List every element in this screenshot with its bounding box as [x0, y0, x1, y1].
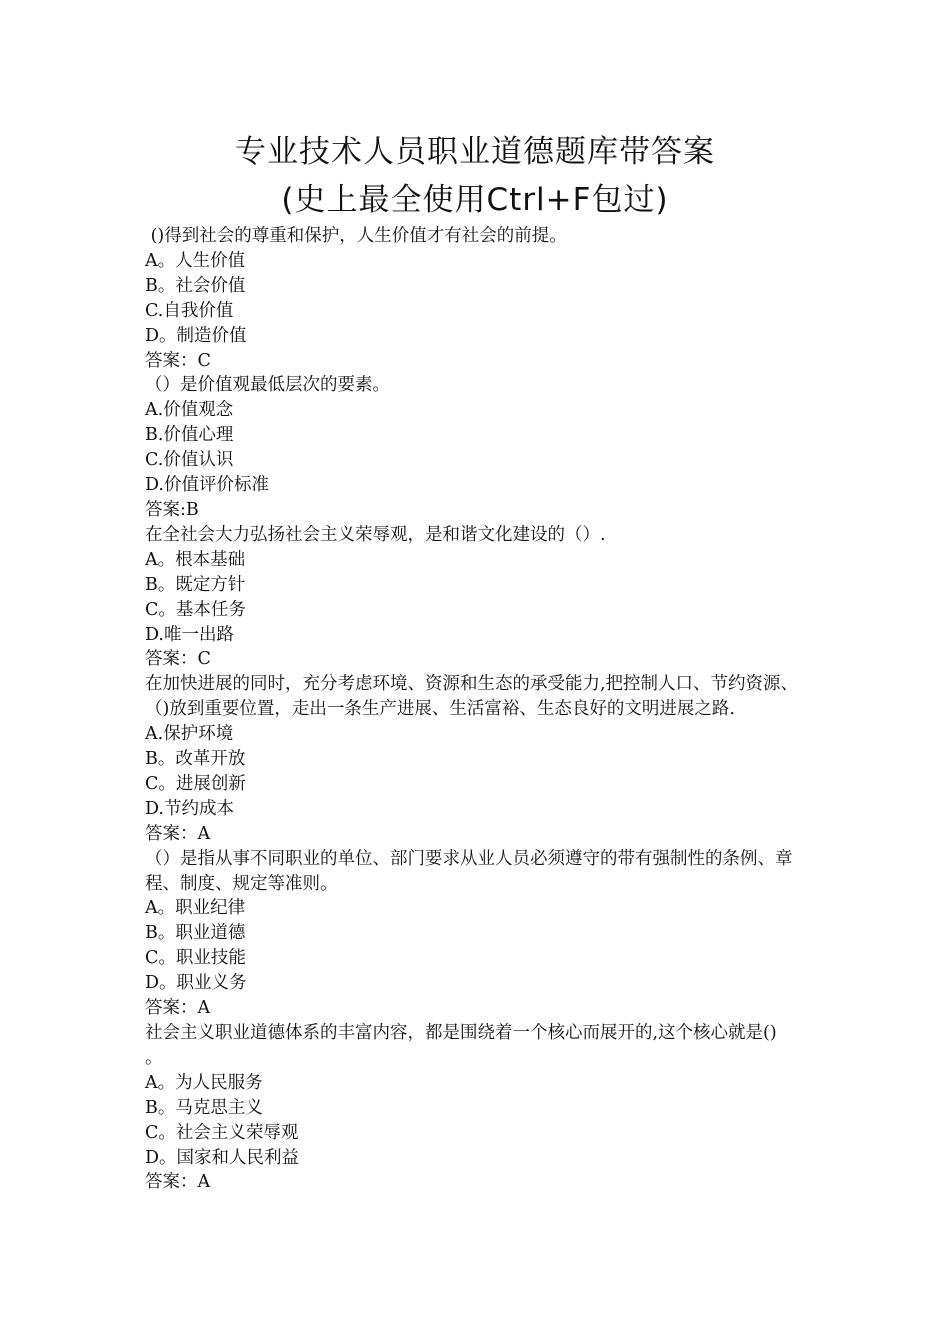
- option-d: D.唯一出路: [145, 624, 234, 645]
- option-d: D.价值评价标准: [145, 475, 269, 496]
- option-c: C.自我价值: [145, 300, 234, 321]
- question-text: 在加快进展的同时，充分考虑环境、资源和生态的承受能力,把控制人口、节约资源、（)放到重要位置，走出一条生产进展、生活富裕、生态良好的文明进展之路.: [145, 674, 799, 720]
- option-d: D。职业义务: [145, 973, 247, 994]
- option-c: C。基本任务: [145, 599, 246, 620]
- answer: 答案：C: [145, 350, 211, 371]
- option-b: B。职业道德: [145, 923, 246, 944]
- option-a: A。职业纪律: [145, 898, 246, 919]
- question-text: （）是指从事不同职业的单位、部门要求从业人员必须遵守的带有强制性的条例、章程、制度、规定等准则。: [145, 848, 793, 894]
- option-b: B。社会价值: [145, 275, 246, 296]
- option-c: C。进展创新: [145, 773, 246, 794]
- option-a: A.价值观念: [145, 400, 234, 421]
- document-title: [0, 128, 950, 224]
- answer: 答案：A: [145, 998, 211, 1019]
- option-b: B。马克思主义: [145, 1097, 263, 1118]
- option-d: D。制造价值: [145, 325, 247, 346]
- question-list: [145, 224, 810, 1195]
- answer: 答案:B: [145, 499, 199, 520]
- option-a: A。为人民服务: [145, 1072, 263, 1093]
- option-c: C。社会主义荣辱观: [145, 1122, 299, 1143]
- option-a: A.保护环境: [145, 724, 234, 745]
- title-line-1: 专业技术人员职业道德题库带答案: [235, 134, 715, 170]
- question-text: 社会主义职业道德体系的丰富内容，都是围绕着一个核心而展开的,这个核心就是() 。: [145, 1023, 795, 1068]
- question-text: ()得到社会的尊重和保护，人生价值才有社会的前提。: [145, 226, 567, 246]
- option-b: B。既定方针: [145, 574, 246, 595]
- option-b: B.价值心理: [145, 425, 234, 446]
- option-b: B。改革开放: [145, 749, 246, 770]
- option-a: A。人生价值: [145, 250, 246, 271]
- option-c: C.价值认识: [145, 450, 234, 471]
- question-text: 在全社会大力弘扬社会主义荣辱观，是和谐文化建设的（）.: [145, 524, 606, 545]
- answer: 答案：A: [145, 1172, 211, 1193]
- question-text: （）是价值观最低层次的要素。: [145, 375, 390, 396]
- answer: 答案：C: [145, 649, 211, 670]
- option-d: D.节约成本: [145, 798, 234, 819]
- option-c: C。职业技能: [145, 948, 246, 969]
- title-line-2: (史上最全使用Ctrl+F包过): [281, 182, 669, 218]
- answer: 答案：A: [145, 823, 211, 844]
- option-d: D。国家和人民利益: [145, 1147, 300, 1168]
- option-a: A。根本基础: [145, 549, 246, 570]
